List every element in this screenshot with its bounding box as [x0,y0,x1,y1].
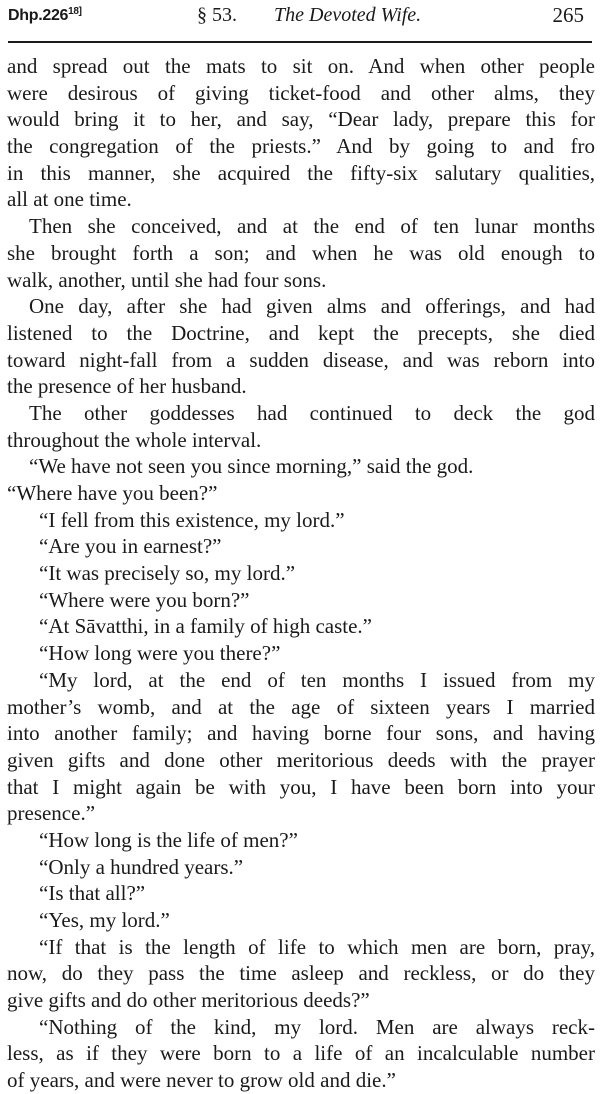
text-line: mother’s womb, and at the age of sixteen years I married [7,694,595,719]
text-line: in this manner, she acquired the fifty-six salutary qualities, [7,160,595,185]
chapter-title: The Devoted Wife. [274,4,422,26]
text-line: less, as if they were born to a life of an incalculable number [7,1041,595,1066]
text-line: One day, after she had given alms and offerings, and had [29,294,595,319]
text-line: throughout the whole interval. [7,427,262,452]
text-line: and spread out the mats to sit on. And when other people [7,54,595,78]
text-line: “Nothing of the kind, my lord. Men are always reck- [39,1014,595,1039]
text-line: the presence of her husband. [7,374,247,399]
text-line: “Yes, my lord.” [39,908,170,932]
body-text [7,53,595,1094]
text-line: all at one time. [7,187,132,212]
text-line: “It was precisely so, my lord.” [39,561,296,586]
text-line: listened to the Doctrine, and kept the precepts, she died [7,320,595,345]
text-line: were desirous of giving ticket-food and other alms, they [7,80,595,105]
text-line: the congregation of the priests.” And by going to and fro [7,134,595,159]
text-line: “How long is the life of men?” [39,827,298,852]
text-line: “Are you in earnest?” [39,534,222,559]
text-line: The other goddesses had continued to deck the god [29,400,595,425]
header-rule [8,41,592,43]
text-line: “How long were you there?” [39,641,281,666]
text-line: “Where have you been?” [7,481,218,505]
page-number: 265 [552,3,584,27]
text-line: would bring it to her, and say, “Dear lady, prepare this for [7,107,595,132]
text-line: give gifts and do other meritorious deeds?” [7,988,370,1013]
text-line: now, do they pass the time asleep and reckless, or do they [7,961,595,986]
text-line: “Only a hundred years.” [39,854,244,879]
text-line: “I fell from this existence, my lord.” [39,507,345,532]
text-line: “My lord, at the end of ten months I issued from my [39,667,595,692]
verse-reference: $Dhp.226^{18]}$ [8,6,82,24]
text-line: “Is that all?” [39,881,146,906]
section-number: § 53. [197,4,237,26]
running-header [0,0,600,40]
text-line: presence.” [7,801,96,826]
text-line: toward night-fall from a sudden disease, and was reborn into [7,347,595,372]
text-line: that I might again be with you, I have been born into your [7,774,595,799]
text-line: “Where were you born?” [39,587,250,612]
text-line: into another family; and having borne four sons, and having [7,721,595,746]
text-line: walk, another, until she had four sons. [7,267,327,292]
text-line: she brought forth a son; and when he was old enough to [7,240,595,265]
text-line: of years, and were never to grow old and die.” [7,1068,396,1093]
text-line: “At Sāvatthi, in a family of high caste.” [39,614,372,639]
text-line: given gifts and done other meritorious deeds with the prayer [7,747,595,772]
text-line: Then she conceived, and at the end of ten lunar months [29,214,595,239]
text-line: “If that is the length of life to which men are born, pray, [39,934,595,959]
text-line: “We have not seen you since morning,” said the god. [29,454,474,479]
